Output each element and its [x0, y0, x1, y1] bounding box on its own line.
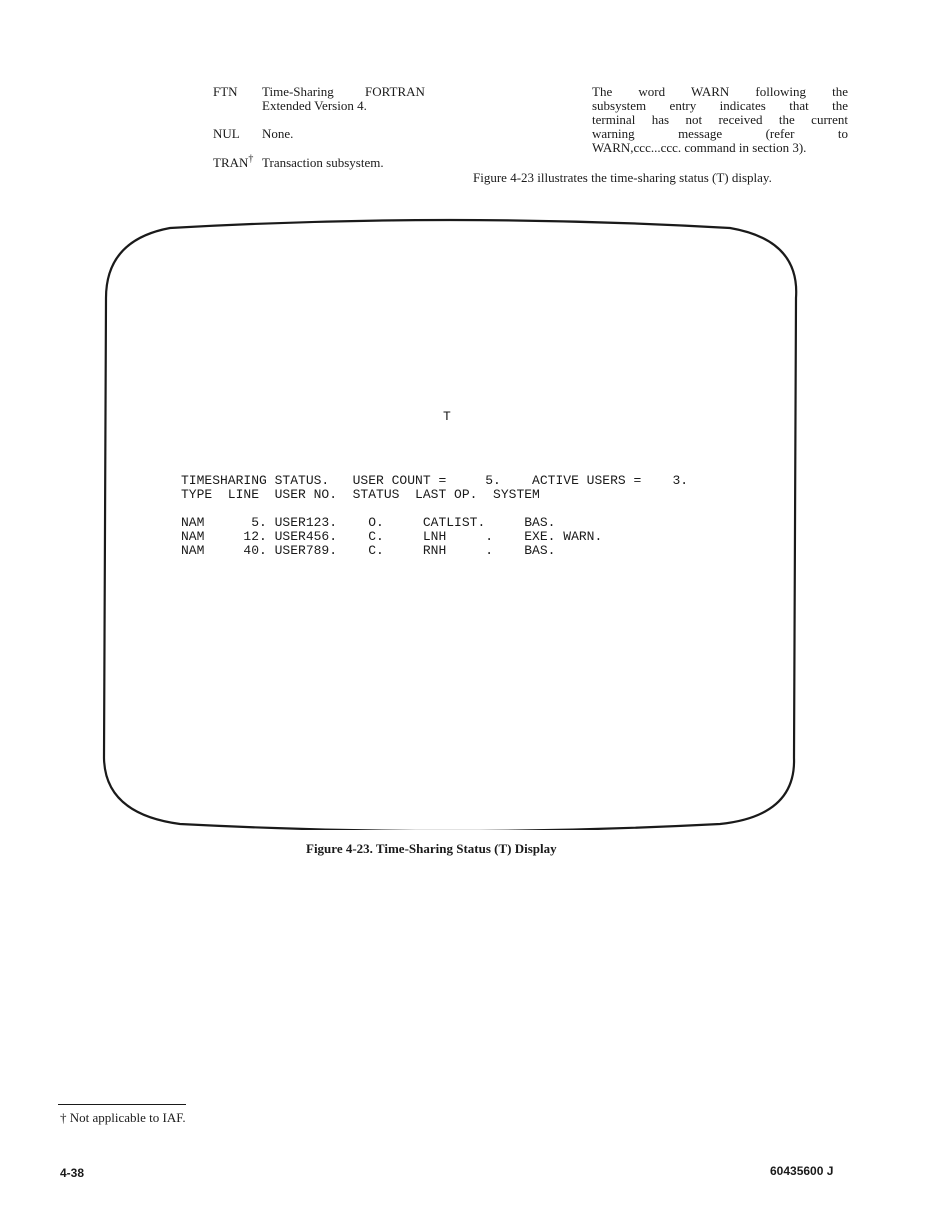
warn-line: subsystem entry indicates that the: [592, 98, 848, 113]
figure-intro-sentence: Figure 4-23 illustrates the time-sharing status (T) display.: [473, 170, 772, 185]
dagger-mark: †: [248, 153, 254, 165]
desc-ftn-line1: Time-Sharing FORTRAN: [262, 84, 425, 99]
footnote-rule: [58, 1104, 186, 1105]
screen-status-line: TIMESHARING STATUS. USER COUNT = 5. ACTIVE USERS = 3.: [181, 473, 689, 488]
warn-paragraph: [592, 85, 848, 155]
term-nul: NUL: [213, 126, 240, 141]
desc-ftn-line2: Extended Version 4.: [262, 98, 367, 113]
screen-command: T: [443, 409, 451, 424]
screen-row: NAM 5. USER123. O. CATLIST. BAS.: [181, 515, 556, 530]
desc-nul: None.: [262, 126, 294, 141]
term-tran: [213, 153, 254, 170]
screen-row: NAM 12. USER456. C. LNH . EXE. WARN.: [181, 529, 603, 544]
screen-row: NAM 40. USER789. C. RNH . BAS.: [181, 543, 556, 558]
warn-line: terminal has not received the current: [592, 112, 848, 127]
document-number: 60435600 J: [770, 1164, 834, 1178]
page-number: 4-38: [60, 1166, 85, 1180]
term-tran-text: TRAN: [213, 155, 249, 170]
warn-line: warning message (refer to: [592, 126, 848, 141]
footnote: † Not applicable to IAF.: [60, 1110, 186, 1125]
figure-caption: Figure 4-23. Time-Sharing Status (T) Display: [306, 841, 557, 856]
term-ftn: FTN: [213, 84, 238, 99]
warn-line: The word WARN following the: [592, 84, 848, 99]
screen-header-line: TYPE LINE USER NO. STATUS LAST OP. SYSTEM: [181, 487, 540, 502]
desc-tran: Transaction subsystem.: [262, 155, 384, 170]
warn-line: WARN,ccc...ccc. command in section 3).: [592, 140, 807, 155]
